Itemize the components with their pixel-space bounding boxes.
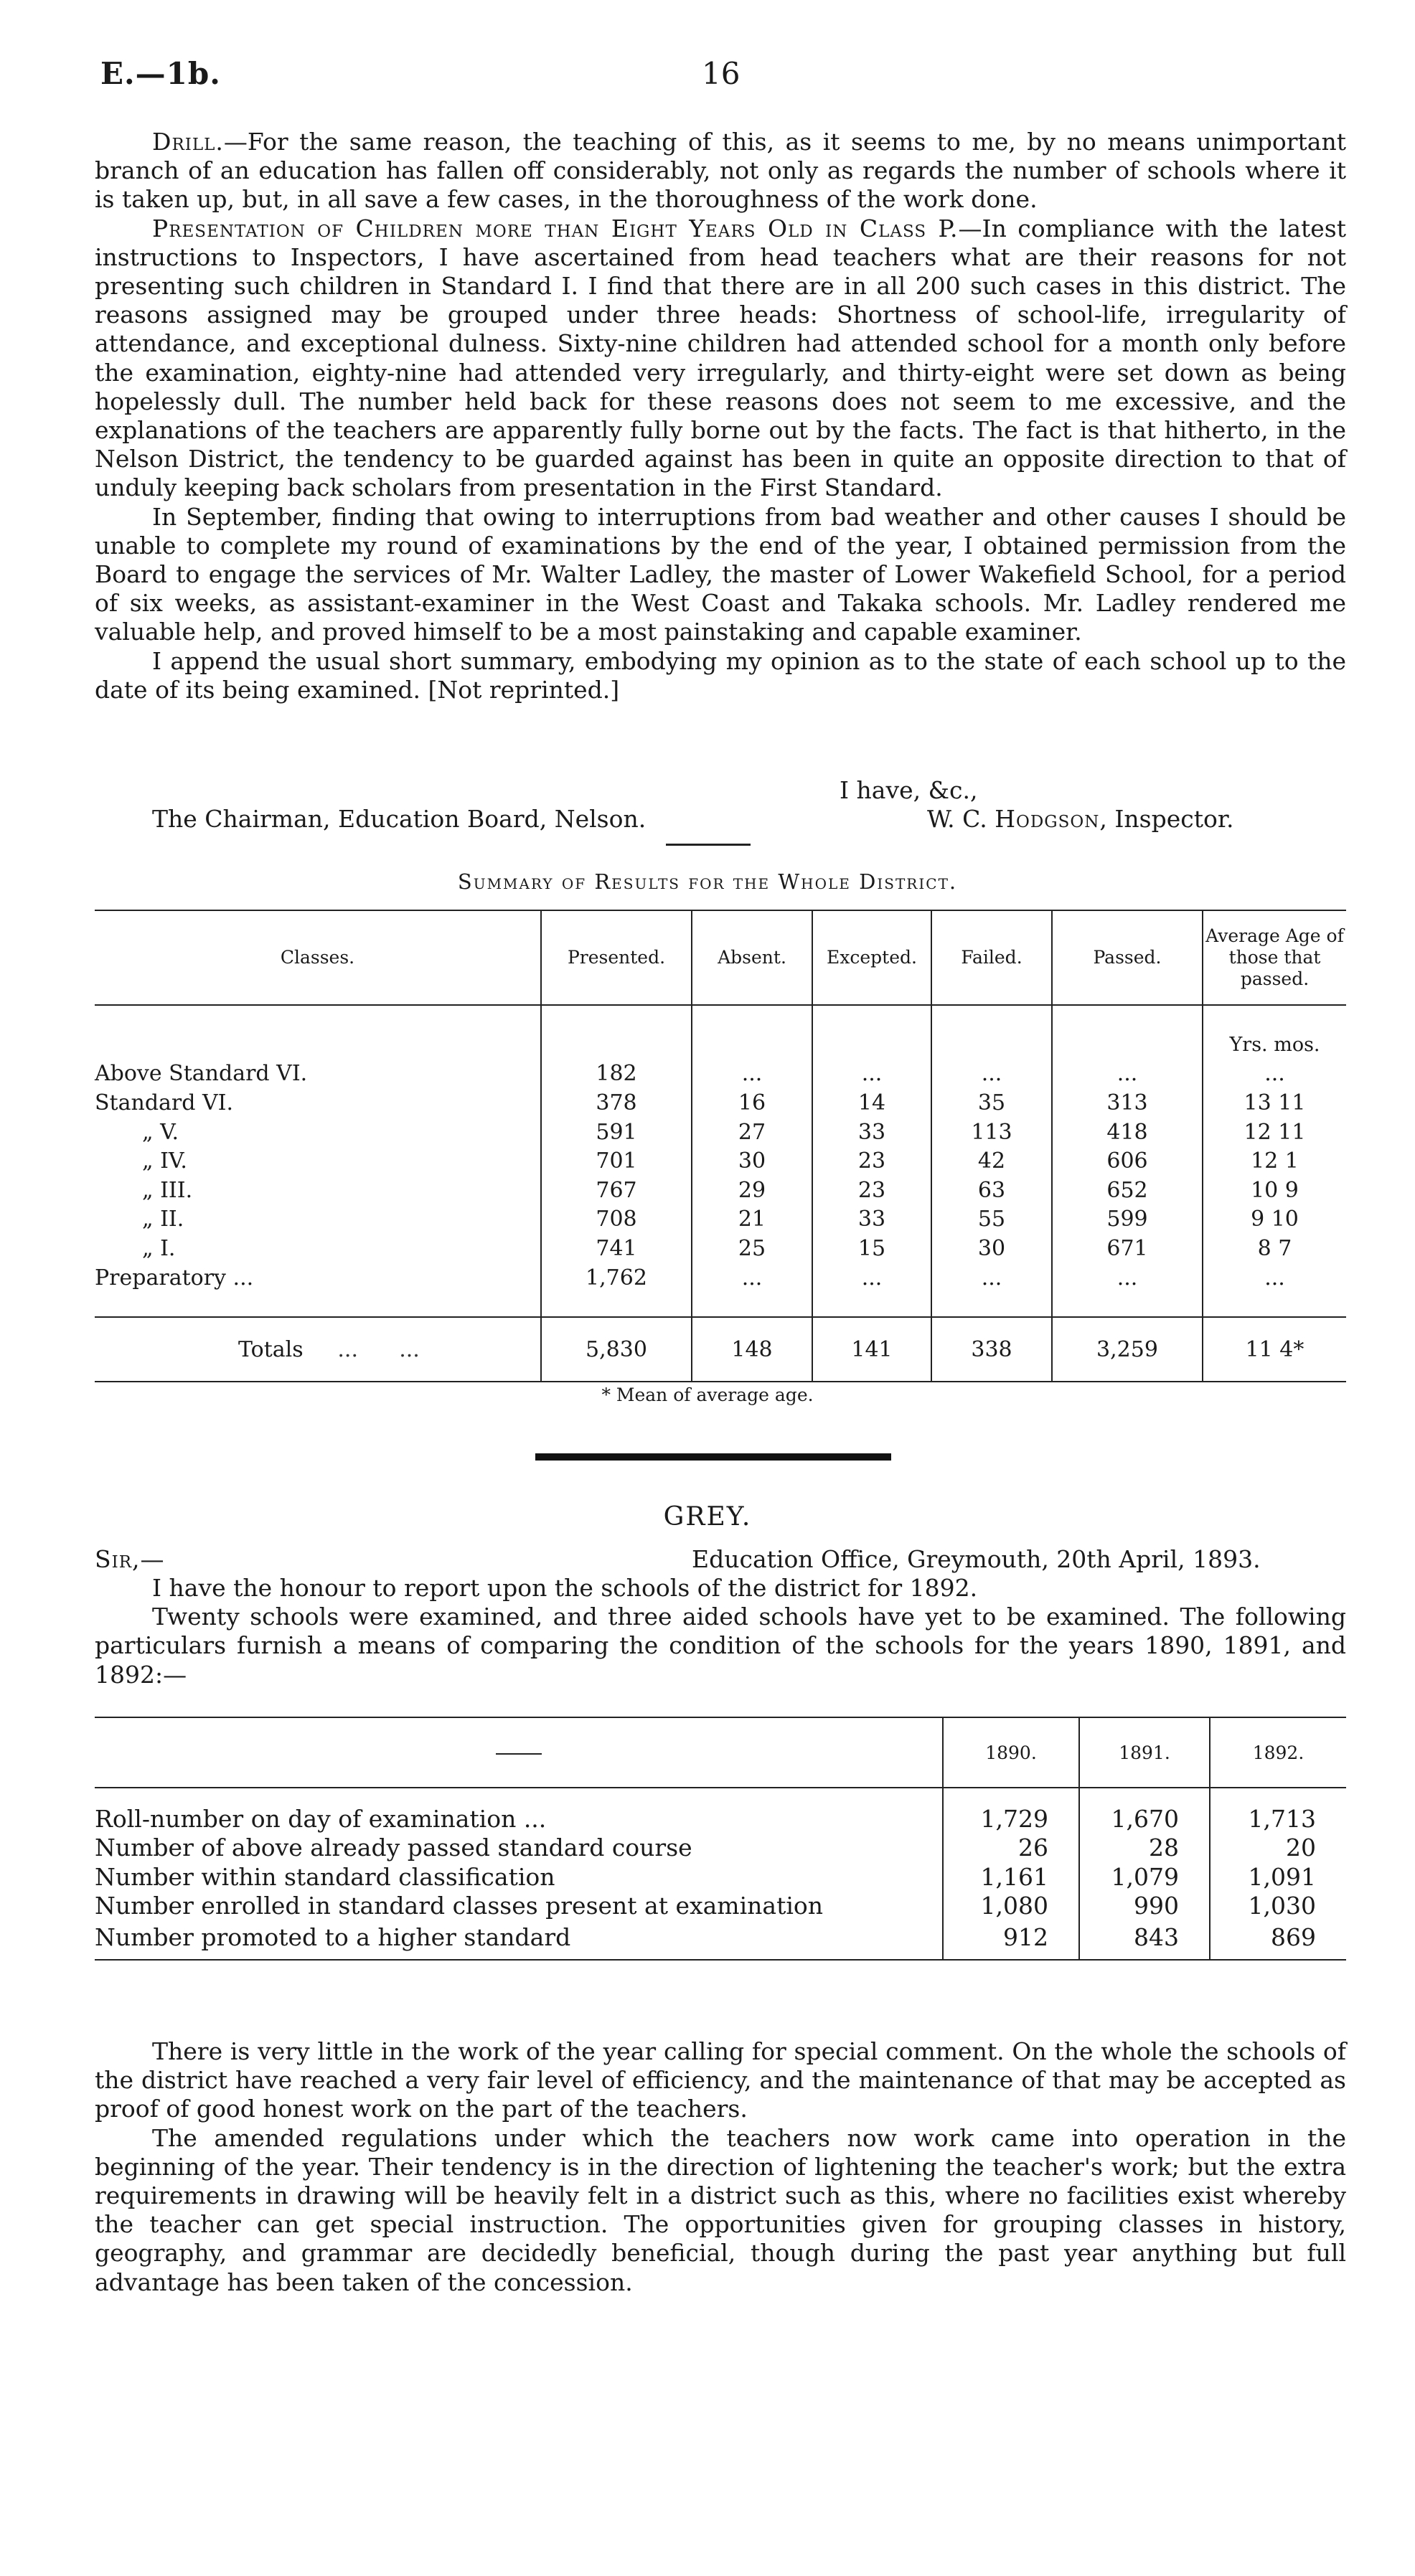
failed-cell: 35 [931,1088,1052,1118]
passed-cell: 599 [1052,1205,1203,1235]
grey-section-title: GREY. [663,1502,752,1532]
signature-initials: W. C. [927,805,995,833]
value-1892: 20 [1210,1834,1346,1863]
age-cell: ... [1203,1060,1346,1089]
presented-cell: 701 [541,1146,692,1176]
dateline: Education Office, Greymouth, 20th April, 1893. [692,1545,1261,1573]
comparison-rows [95,1804,1346,1960]
paragraph-text: —In compliance with the latest instructions to Inspectors, I have ascertained from head teachers what are their reasons for not presenting such children in Standard I. I find that there are in all 200 such cases in this district. The reasons assigned may be grouped under three heads: Shortness of school-life, irregularity of attendance, and exceptional dulness. Sixty-nine children had attended school for a month only before the examination, eighty-nine had attended very irregularly, and thirty-eight were set down as being hopelessly dull. The number held back for these reasons does not seem to me excessive, and the explanations of the teachers are apparently fully borne out by the facts. The fact is that hitherto, in the Nelson District, the tendency to be guarded against has been in quite an opposite direction to that of unduly keeping back scholars from presentation in the First Standard. [95,214,1346,502]
age-cell: 13 11 [1203,1088,1346,1118]
absent-cell: 27 [692,1118,812,1147]
grey-closing-paragraph: There is very little in the work of the year calling for special comment. On the whole the schools of the district have reached a very fair level of efficiency, and the maintenance of that may be accepted as proof of good honest work on the part of the teachers. [95,2037,1346,2123]
value-1891: 990 [1079,1892,1210,1921]
excepted-cell: 33 [812,1205,931,1235]
table-row [95,1834,1346,1863]
class-cell: Preparatory ... [95,1265,254,1291]
header-failed: Failed. [931,910,1052,1005]
paragraph-text: I append the usual short summary, embodying my opinion as to the state of each school up to the date of its being examined. [Not reprinted.] [95,646,1346,704]
value-1892: 1,713 [1210,1804,1346,1834]
paragraph-text: —For the same reason, the teaching of this, as it seems to me, by no means unimportant branch of an education has fallen off considerably, not only as regards the number of schools where it is taken up, but, in all save a few cases, in the thoroughness of the work done. [95,128,1346,214]
header-year-1890: 1890. [943,1717,1079,1788]
table-row [95,1060,1346,1089]
absent-cell: 16 [692,1088,812,1118]
section-break-rule [535,1453,891,1461]
comparison-table [95,1717,1346,1961]
grey-intro [95,1574,1346,1689]
grey-closing-paragraph: The amended regulations under which the teachers now work came into operation in the beginning of the year. Their tendency is in the direction of lightening the teacher's work; but the extra requirements in drawing will be heavily felt in a district such as this, where no facilities exist whereby the teacher can get special instruction. The opportunities given for grouping classes in history, geography, and grammar are decidedly beneficial, though during the past year anything but full advantage has been taken of the concession. [95,2123,1346,2296]
paragraph-lead: Drill. [152,128,224,156]
presented-cell: 591 [541,1118,692,1147]
passed-cell: 671 [1052,1234,1203,1263]
table-row [95,1804,1346,1834]
presented-cell: 378 [541,1088,692,1118]
value-1890: 1,080 [943,1892,1079,1921]
table-row [95,1920,1346,1960]
totals-row [95,1317,1346,1382]
table-row [95,1146,1346,1176]
absent-cell: 21 [692,1205,812,1235]
age-cell: 9 10 [1203,1205,1346,1235]
value-1892: 1,091 [1210,1862,1346,1892]
nelson-report-body [95,128,1346,704]
row-label: Number within standard classification [95,1862,555,1891]
summary-table-title: Summary of Results for the Whole District. [457,869,958,894]
absent-cell: 25 [692,1234,812,1263]
signature [927,805,1233,833]
excepted-cell: 23 [812,1176,931,1205]
failed-cell: 42 [931,1146,1052,1176]
passed-cell: 606 [1052,1146,1203,1176]
age-cell: 12 1 [1203,1146,1346,1176]
paragraph-summary-note [95,647,1346,704]
summary-body [95,1005,1346,1060]
class-cell: „ IV. [142,1148,187,1174]
row-label: Roll-number on day of examination ... [95,1804,547,1833]
excepted-cell: ... [812,1060,931,1089]
class-cell: „ V. [142,1119,179,1145]
absent-cell: 30 [692,1146,812,1176]
signature-name: Hodgson [995,805,1100,833]
presented-cell: 708 [541,1205,692,1235]
excepted-cell: 14 [812,1088,931,1118]
class-cell: Above Standard VI. [95,1061,308,1087]
row-label: Number promoted to a higher standard [95,1920,943,1960]
comparison-header-row [95,1717,1346,1788]
excepted-cell: 15 [812,1234,931,1263]
class-cell: „ III. [142,1177,193,1203]
value-1890: 912 [943,1920,1079,1960]
table-row [95,1176,1346,1205]
excepted-cell: ... [812,1263,931,1293]
table-row [95,1088,1346,1118]
failed-cell: 63 [931,1176,1052,1205]
table-row [95,1862,1346,1892]
grey-paragraph: I have the honour to report upon the schools of the district for 1892. [152,1574,978,1602]
age-cell: 12 11 [1203,1118,1346,1147]
paragraph-text: In September, finding that owing to interruptions from bad weather and other causes I should be unable to complete my round of examinations by the end of the year, I obtained permission from the Board to engage the services of Mr. Walter Ladley, the master of Lower Wakefield School, for a period of six weeks, as assistant-examiner in the West Coast and Takaka schools. Mr. Ladley rendered me valuable help, and proved himself to be a most painstaking and capable examiner. [95,502,1346,646]
passed-cell: ... [1052,1060,1203,1089]
totals-failed: 338 [931,1317,1052,1382]
table-footnote: * Mean of average age. [601,1384,814,1405]
row-label: Number enrolled in standard classes present at examination [95,1892,824,1920]
age-cell: ... [1203,1263,1346,1293]
units-row [95,1030,1346,1060]
failed-cell: 113 [931,1118,1052,1147]
grey-closing [95,2037,1346,2297]
excepted-cell: 23 [812,1146,931,1176]
value-1892: 869 [1210,1920,1346,1960]
page-number: 16 [702,56,741,91]
header-absent: Absent. [692,910,812,1005]
passed-cell: ... [1052,1263,1203,1293]
header-average-age: Average Age of those that passed. [1203,910,1346,1005]
addressee: The Chairman, Education Board, Nelson. [152,805,647,833]
table-row [95,1234,1346,1263]
header-year-1892: 1892. [1210,1717,1346,1788]
value-1891: 28 [1079,1834,1210,1863]
value-1891: 1,670 [1079,1804,1210,1834]
table-row [95,1118,1346,1147]
presented-cell: 182 [541,1060,692,1089]
failed-cell: ... [931,1060,1052,1089]
value-1891: 843 [1079,1920,1210,1960]
table-row [95,1263,1346,1293]
age-cell: 8 7 [1203,1234,1346,1263]
totals-label: Totals ... ... [95,1317,541,1382]
header-presented: Presented. [541,910,692,1005]
salutation: Sir,— [95,1545,165,1573]
paragraph-drill [95,128,1346,214]
totals-presented: 5,830 [541,1317,692,1382]
closing-line: I have, &c., [840,776,978,804]
summary-rows [95,1060,1346,1293]
age-cell: 10 9 [1203,1176,1346,1205]
header-year-1891: 1891. [1079,1717,1210,1788]
value-1890: 1,161 [943,1862,1079,1892]
totals-absent: 148 [692,1317,812,1382]
value-1890: 1,729 [943,1804,1079,1834]
header-classes: Classes. [95,910,541,1005]
presented-cell: 1,762 [541,1263,692,1293]
failed-cell: 30 [931,1234,1052,1263]
presented-cell: 741 [541,1234,692,1263]
table-row [95,1892,1346,1921]
absent-cell: ... [692,1263,812,1293]
grey-paragraph: Twenty schools were examined, and three aided schools have yet to be examined. The following particulars furnish a means of comparing the condition of the schools for the years 1890, 1891, and 1892:— [95,1603,1346,1689]
paragraph-lead: Presentation of Children more than Eight Years Old in Class P. [152,214,959,242]
paragraph-september [95,503,1346,647]
totals-excepted: 141 [812,1317,931,1382]
passed-cell: 313 [1052,1088,1203,1118]
failed-cell: ... [931,1263,1052,1293]
summary-header-row [95,910,1346,1005]
class-cell: „ II. [142,1207,184,1232]
class-cell: „ I. [142,1235,176,1261]
absent-cell: ... [692,1060,812,1089]
value-1892: 1,030 [1210,1892,1346,1921]
value-1890: 26 [943,1834,1079,1863]
summary-table [95,910,1346,1382]
totals-age: 11 4* [1203,1317,1346,1382]
excepted-cell: 33 [812,1118,931,1147]
header-excepted: Excepted. [812,910,931,1005]
absent-cell: 29 [692,1176,812,1205]
header-passed: Passed. [1052,910,1203,1005]
class-cell: Standard VI. [95,1090,234,1115]
blank-dash [496,1753,542,1755]
paragraph-presentation [95,214,1346,503]
header-blank [95,1717,943,1788]
failed-cell: 55 [931,1205,1052,1235]
signature-title: , Inspector. [1099,805,1234,833]
presented-cell: 767 [541,1176,692,1205]
section-divider [666,844,751,846]
passed-cell: 652 [1052,1176,1203,1205]
value-1891: 1,079 [1079,1862,1210,1892]
page-header-reference: E.—1b. [100,56,221,91]
age-units: Yrs. mos. [1203,1030,1346,1060]
totals-passed: 3,259 [1052,1317,1203,1382]
table-row [95,1205,1346,1235]
row-label: Number of above already passed standard course [95,1834,692,1862]
passed-cell: 418 [1052,1118,1203,1147]
